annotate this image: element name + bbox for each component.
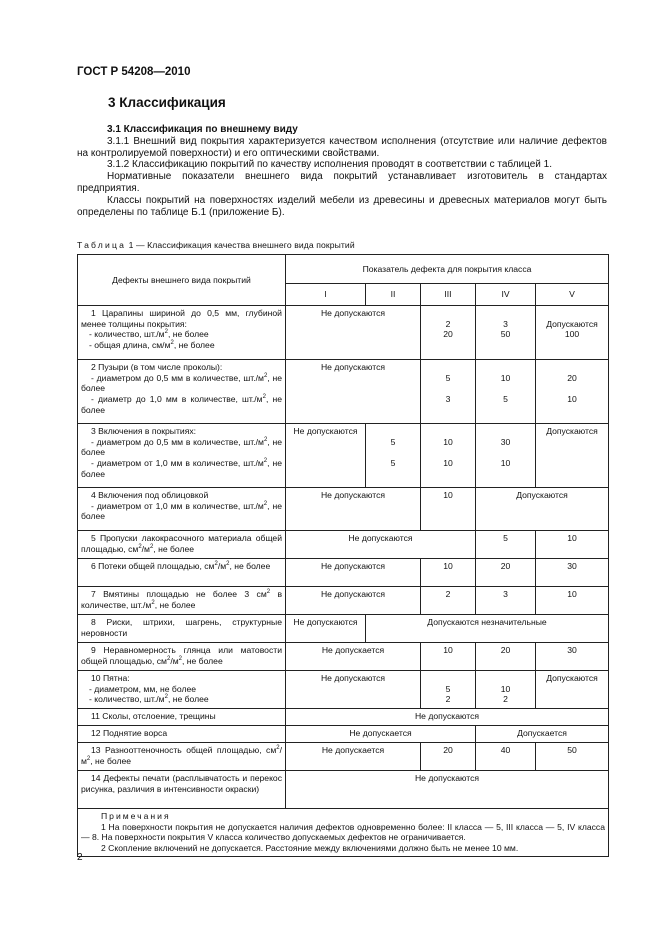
value-cell: Не допускаются (286, 559, 421, 587)
value-cell: Допускается (476, 726, 609, 743)
value-cell: Допускаются 100 (536, 306, 609, 360)
value-cell: 10 10 (421, 424, 476, 488)
defect-cell: 2 Пузыри (в том числе проколы): - диаметром до 0,5 мм в количестве, $шт./м^2$, не более - диаметр до 1,0 мм в количестве, $шт./м^2$, не более (78, 360, 286, 424)
table-row (78, 531, 609, 559)
value-cell: Допускаются (536, 671, 609, 709)
value-cell: 40 (476, 743, 536, 771)
value-cell: 10 2 (476, 671, 536, 709)
class-header: III (421, 284, 476, 306)
defect-cell: 10 Пятна: - диаметром, мм, не более - количество, $шт./м^2$, не более (78, 671, 286, 709)
table-row (78, 726, 609, 743)
table-row (78, 360, 609, 424)
value-cell: 3 (476, 587, 536, 615)
note-item: 2 Скопление включений не допускается. Расстояние между включениями должно быть не менее 10 мм. (101, 843, 519, 854)
defect-cell: 13 Разнооттеночность общей площадью, $см^2/м^2$, не более (78, 743, 286, 771)
section-title: 3 Классификация (108, 95, 226, 110)
defect-cell: 3 Включения в покрытиях: - диаметром до 0,5 мм в количестве, $шт./м^2$, не более - диаметром от 1,0 мм в количестве, $шт./м^2$, не более (78, 424, 286, 488)
note-item: 1 На поверхности покрытия не допускается наличия дефектов одновременно более: II класса — 5, III класса — 5, IV класса — 8. На поверхности покрытия V класса количество допускаемых дефектов не ограничивается. (81, 821, 605, 843)
class-header: IV (476, 284, 536, 306)
page-number: 2 (77, 852, 83, 863)
body-text (77, 124, 607, 218)
value-cell: Допускаются (476, 488, 609, 531)
value-cell: 10 (536, 531, 609, 559)
value-cell: Не допускаются (286, 488, 421, 531)
table-row (78, 743, 609, 771)
table-row (78, 306, 609, 360)
paragraph: Нормативные показатели внешнего вида покрытий устанавливает изготовитель в стандартах предприятия. (77, 171, 607, 194)
class-header: I (286, 284, 366, 306)
caption-text: 1 — Классификация качества внешнего вида покрытий (126, 240, 355, 250)
class-header: V (536, 284, 609, 306)
defect-cell: 8 Риски, штрихи, шагрень, структурные неровности (78, 615, 286, 643)
column-header-defects: Дефекты внешнего вида покрытий (78, 255, 286, 306)
defect-cell: 6 Потеки общей площадью, $см^2/м^2$, не более (78, 559, 286, 587)
value-cell: 10 (421, 488, 476, 531)
value-cell: 20 (421, 743, 476, 771)
table-row (78, 643, 609, 671)
class-header: II (366, 284, 421, 306)
paragraph: 3.1.1 Внешний вид покрытия характеризуется качеством исполнения (отсутствие или наличие дефектов на контролируемой поверхности) и его оптическими свойствами. (77, 135, 607, 159)
value-cell: Допускаются незначительные (366, 615, 609, 643)
notes-title: Примечания (101, 811, 171, 821)
value-cell: 10 (421, 643, 476, 671)
value-cell: Не допускаются (286, 771, 609, 809)
value-cell: Не допускаются (286, 671, 421, 709)
table-row (78, 615, 609, 643)
value-cell: 10 5 (476, 360, 536, 424)
defect-cell: 14 Дефекты печати (расплывчатость и перекос рисунка, различия в интенсивности окраски) (78, 771, 286, 809)
table-notes (78, 809, 609, 857)
value-cell: 3 50 (476, 306, 536, 360)
value-cell: 5 (476, 531, 536, 559)
table-row (78, 671, 609, 709)
classification-table (77, 254, 609, 857)
table-row (78, 488, 609, 531)
document-header: ГОСТ Р 54208—2010 (77, 66, 191, 78)
value-cell: 10 (421, 559, 476, 587)
value-cell: Не допускаются (286, 531, 476, 559)
table-row (78, 559, 609, 587)
value-cell: Не допускаются (286, 306, 421, 360)
defect-cell: 4 Включения под облицовкой - диаметром от 1,0 мм в количестве, $шт./м^2$, не более (78, 488, 286, 531)
value-cell: Не допускается (286, 643, 421, 671)
value-cell: 10 (536, 587, 609, 615)
value-cell: Не допускается (286, 726, 476, 743)
value-cell: 30 (536, 643, 609, 671)
defect-cell: 1 Царапины шириной до 0,5 мм, глубиной менее толщины покрытия: - количество, $шт./м^2$, не более - общая длина, $см/м^2$, не более (78, 306, 286, 360)
value-cell: Не допускается (286, 743, 421, 771)
table-row (78, 771, 609, 809)
value-cell: 20 (476, 643, 536, 671)
value-cell: 2 (421, 587, 476, 615)
defect-cell: 11 Сколы, отслоение, трещины (78, 709, 286, 726)
value-cell: 5 5 (366, 424, 421, 488)
value-cell: Не допускаются (286, 587, 421, 615)
table-row (78, 587, 609, 615)
value-cell: Не допускаются (286, 615, 366, 643)
caption-label: Таблица (77, 240, 127, 250)
value-cell: Не допускаются (286, 360, 421, 424)
column-header-indicator: Показатель дефекта для покрытия класса (286, 255, 609, 284)
value-cell: 2 20 (421, 306, 476, 360)
value-cell: 20 (476, 559, 536, 587)
subsection-heading: 3.1 Классификация по внешнему виду (107, 124, 298, 135)
defect-cell: 7 Вмятины площадью не более 3 $см^2$ в количестве, $шт./м^2$, не более (78, 587, 286, 615)
value-cell: 20 10 (536, 360, 609, 424)
value-cell: Не допускаются (286, 709, 609, 726)
defect-cell: 9 Неравномерность глянца или матовости общей площадью, $см^2/м^2$, не более (78, 643, 286, 671)
value-cell: Допускаются (536, 424, 609, 488)
defect-cell: 12 Поднятие ворса (78, 726, 286, 743)
paragraph: Классы покрытий на поверхностях изделий мебели из древесины и древесных материалов могут быть определены по таблице Б.1 (приложение Б). (77, 194, 607, 218)
table-row (78, 424, 609, 488)
defect-cell: 5 Пропуски лакокрасочного материала общей площадью, $см^2/м^2$, не более (78, 531, 286, 559)
value-cell: 5 2 (421, 671, 476, 709)
paragraph: 3.1.2 Классификацию покрытий по качеству исполнения проводят в соответствии с таблицей 1. (107, 159, 552, 171)
table-header-row (78, 255, 609, 284)
value-cell: 5 3 (421, 360, 476, 424)
value-cell: 50 (536, 743, 609, 771)
value-cell: 30 (536, 559, 609, 587)
value-cell: Не допускаются (286, 424, 366, 488)
value-cell: 30 10 (476, 424, 536, 488)
table-row (78, 709, 609, 726)
table-notes-row (78, 809, 609, 857)
table-caption (77, 240, 355, 250)
